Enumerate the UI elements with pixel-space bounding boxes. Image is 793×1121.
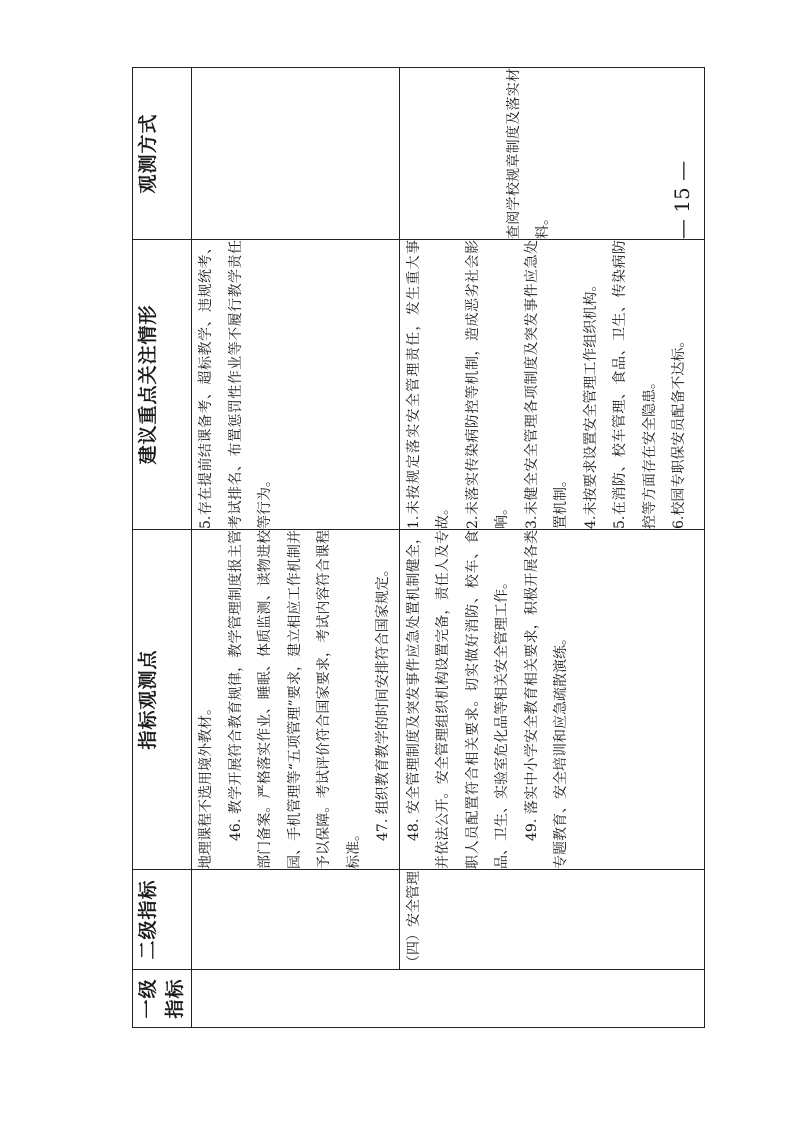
concerns-cell [192,240,400,530]
header-concerns: 建议重点关注情形 [133,240,192,530]
page-number-text: — 15 — [670,160,694,240]
header-indicators: 指标观测点 [133,530,192,870]
table-header-row [133,68,192,1028]
concerns-cell [399,240,704,530]
header-level1: 一级指标 [133,970,192,1028]
concern-item: 6.校园专职保安员配备不达标。 [671,333,687,529]
table-row [192,68,400,1028]
header-observation: 观测方式 [133,68,192,240]
indicator-49: 49. 落实中小学安全教育相关要求，积极开展各类专题教育、安全培训和应急疏散演练。 [523,530,569,869]
concern-item: 4.未按要求设置安全管理工作组织机构。 [582,277,599,529]
indicator-47: 47. 组织教育教学的时间安排符合国家规定。 [375,562,391,841]
concern-item: 1.未按规定落实安全管理责任，发生重大事故。 [405,240,451,529]
level2-cell-empty [192,870,400,970]
observation-cell-empty [192,68,400,240]
indicators-cell [192,530,400,870]
indicator-46: 46. 教学开展符合教育规律，教学管理制度报主管部门备案。严格落实作业、睡眠、体质监测、读物进校园、手机管理等“五项管理”要求，建立相应工作机制并予以保障。考试评价符合国家要求，考试内容符合课程标准。 [227,530,362,869]
page-number [632,160,732,240]
indicator-table [132,67,705,1028]
concern-item: 2.未落实传染病防控等机制，造成恶劣社会影响。 [464,240,510,529]
level1-cell [192,970,705,1028]
level2-cell-safety [399,870,704,970]
level2-label: （四）安全管理 [405,871,422,969]
indicator-48: 48. 安全管理制度及突发事件应急处置机制健全，并依法公开。安全管理组织机构设置完备，责任人及专职人员配置符合相关要求。切实做好消防、校车、食品、卫生、实验室危化品等相关安全管理工作。 [405,530,510,869]
concern-item: 3.未健全安全管理各项制度及突发事件应急处置机制。 [523,240,569,529]
indicator-text: 地理课程不选用境外教材。 [198,701,214,869]
concern-item: 5.在消防、校车管理、食品、卫生、传染病防控等方面存在安全隐患。 [612,240,658,529]
observation-text: 查阅学校规章制度及落实材料。 [505,68,551,239]
concern-item: 5.存在提前结课备考、超标教学、违规统考、考试排名、布置惩罚性作业等不履行教学责任等行为。 [198,240,273,529]
header-level2: 二级指标 [133,870,192,970]
indicators-cell [399,530,704,870]
